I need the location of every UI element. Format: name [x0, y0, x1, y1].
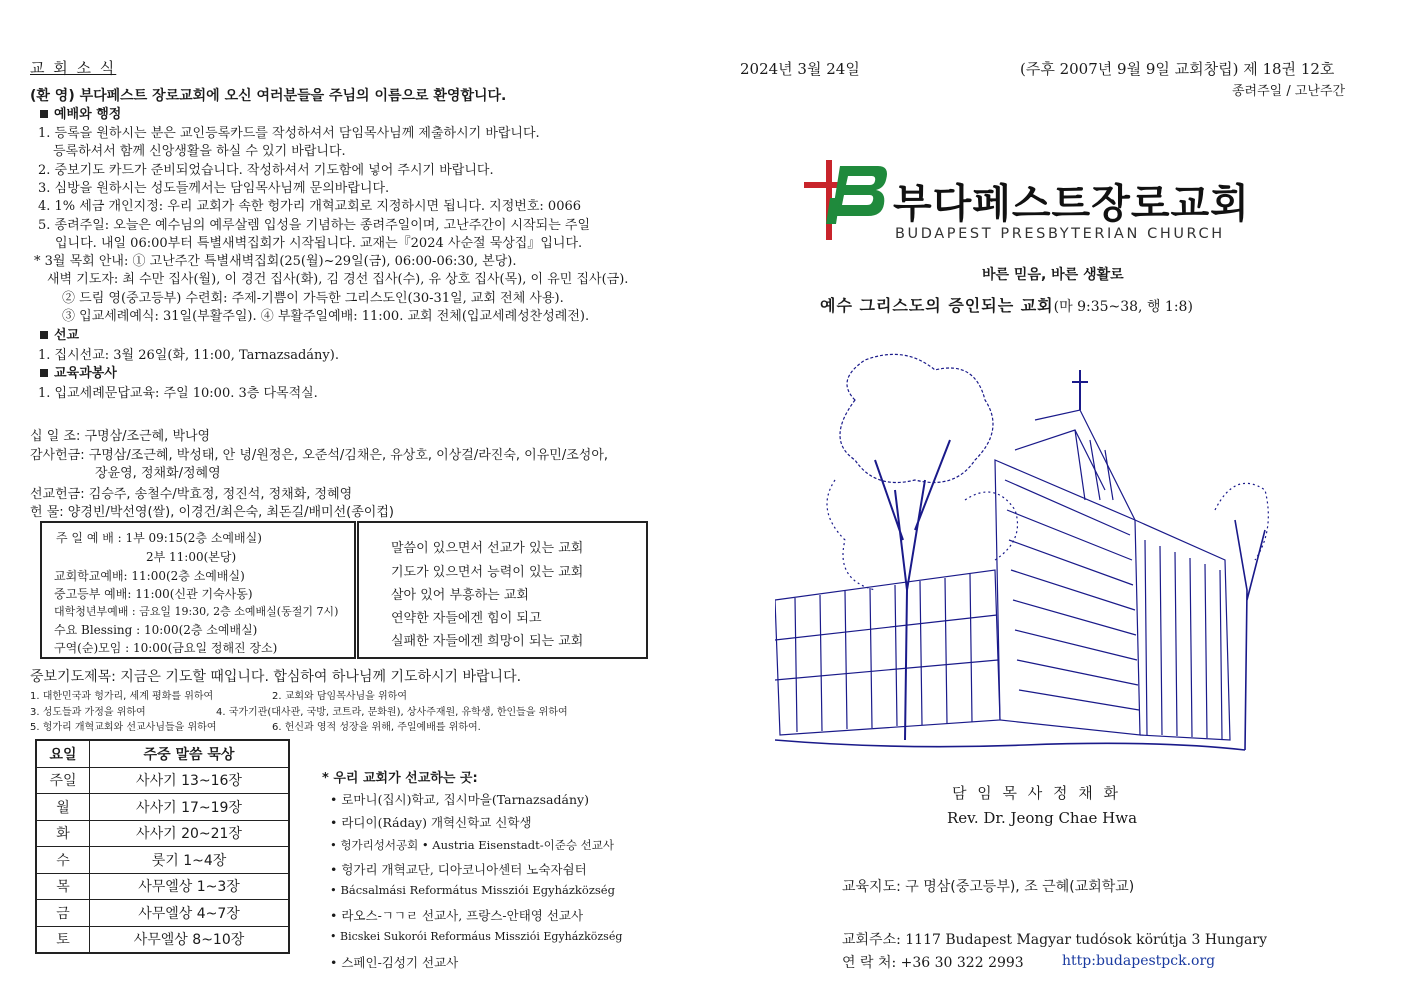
- weekly-reading-table: [35, 739, 290, 954]
- day-cell: 토: [36, 926, 90, 953]
- table-row: [36, 873, 289, 900]
- website-link[interactable]: http:budapestpck.org: [1062, 953, 1216, 969]
- table-row: [36, 847, 289, 874]
- day-cell: 수: [36, 847, 90, 874]
- motto-line-1: 말씀이 있으면서 선교가 있는 교회: [391, 541, 584, 556]
- march-notice-c: ② 드림 영(중고등부) 수련회: 주제-기쁨이 가득한 그리스도인(30-31일, 교회 전체 사용).: [62, 291, 564, 306]
- reading-cell: 사무엘상 8~10장: [90, 926, 290, 953]
- liturgical-day: 종려주일 / 고난주간: [1232, 84, 1346, 99]
- notice-4: 4. 1% 세금 개인지정: 우리 교회가 속한 헝가리 개혁교회로 지정하시면 됩니다. 지정번호: 0066: [38, 199, 582, 214]
- mission-item: • 헝가리 개혁교단, 디아코니아센터 노숙자쉼터: [330, 862, 587, 877]
- contact-phone: 연 락 처: +36 30 322 2993: [842, 955, 1024, 971]
- day-cell: 주일: [36, 767, 90, 794]
- reading-cell: 사사기 17~19장: [90, 794, 290, 821]
- section-mission: 선교: [36, 324, 79, 343]
- vision-reference: (마 9:35~38, 행 1:8): [1053, 299, 1193, 315]
- news-heading: 교 회 소 식: [30, 59, 117, 77]
- thanks-offering-b: 장윤영, 정채화/정혜영: [95, 466, 221, 481]
- motto-line-2: 기도가 있으면서 능력이 있는 교회: [391, 565, 584, 580]
- table-header-reading: 주중 말씀 묵상: [90, 740, 290, 767]
- mission-item: • 라디이(Ráday) 개혁신학교 신학생: [330, 815, 532, 830]
- motto-line-4: 연약한 자들에겐 힘이 되고: [391, 611, 542, 626]
- pastor-name-korean: 담 임 목 사 정 채 화: [952, 784, 1122, 802]
- vision-main: 예수 그리스도의 증인되는 교회: [820, 296, 1054, 315]
- motto-line-5: 실패한 자들에겐 희망이 되는 교회: [391, 634, 584, 649]
- worship-line-6: 수요 Blessing : 10:00(2층 소예배실): [54, 623, 258, 637]
- mission-item: • 라오스-ㄱㄱㄹ 선교사, 프랑스-안태영 선교사: [330, 908, 584, 923]
- notice-5b: 입니다. 내일 06:00부터 특별새벽집회가 시작됩니다. 교재는『2024 사순절 묵상집』입니다.: [55, 236, 583, 251]
- mission-item: • 스페인-김성기 선교사: [330, 955, 459, 970]
- vision-statement: [820, 293, 1193, 316]
- section-worship-admin: 예배와 행정: [36, 103, 121, 122]
- table-row: [36, 820, 289, 847]
- day-cell: 금: [36, 900, 90, 927]
- goods-offering: 헌 물: 양경빈/박선영(쌀), 이경건/최은숙, 최돈길/배미선(종이컵): [30, 505, 394, 520]
- mission-offering: 선교헌금: 김승주, 송철수/박효정, 정진석, 정채화, 정혜영: [30, 487, 353, 502]
- table-header-day: 요일: [36, 740, 90, 767]
- welcome-text: (환 영) 부다페스트 장로교회에 오신 여러분들을 주님의 이름으로 환영합니다.: [30, 88, 507, 104]
- table-row: [36, 794, 289, 821]
- worship-schedule-box: [40, 521, 356, 659]
- slogan: 바른 믿음, 바른 생활로: [982, 267, 1124, 283]
- notice-2: 2. 중보기도 카드가 준비되었습니다. 작성하셔서 기도함에 넣어 주시기 바랍니다.: [38, 163, 494, 178]
- church-name-korean: 부다페스트장로교회: [893, 181, 1250, 227]
- mission-item: • Bácsalmási Református Missziói Egyházközség: [330, 883, 615, 897]
- education-directors: 교육지도: 구 명삼(중고등부), 조 근혜(교회학교): [842, 879, 1135, 895]
- prayer-item-3: 3. 성도들과 가정을 위하여: [30, 707, 146, 718]
- reading-cell: 사사기 20~21장: [90, 820, 290, 847]
- table-row: [36, 926, 289, 953]
- prayer-item-5: 5. 헝가리 개혁교회와 선교사님들을 위하여: [30, 722, 217, 733]
- notice-3: 3. 심방을 원하시는 성도들께서는 담임목사님께 문의바랍니다.: [38, 181, 390, 196]
- worship-line-2: 2부 11:00(본당): [146, 550, 237, 564]
- prayer-item-4: 4. 국가기관(대사관, 국방, 코트라, 문화원), 상사주재원, 유학생, 한인들을 위하여: [216, 707, 568, 718]
- church-address: 교회주소: 1117 Budapest Magyar tudósok körútja 3 Hungary: [842, 932, 1267, 948]
- worship-line-4: 중고등부 예배: 11:00(신관 기숙사동): [54, 587, 253, 601]
- prayer-item-1: 1. 대한민국과 헝가리, 세계 평화를 위하여: [30, 691, 214, 702]
- reading-cell: 룻기 1~4장: [90, 847, 290, 874]
- mission-item: • Bicskei Sukorói Reformáus Missziói Egyházközség: [330, 930, 623, 943]
- missions-title: * 우리 교회가 선교하는 곳:: [322, 771, 478, 786]
- mission-item: • 로마니(집시)학교, 집시마을(Tarnazsadány): [330, 792, 589, 807]
- march-notice-d: ③ 입교세례예식: 31일(부활주일). ④ 부활주일예배: 11:00. 교회 전체(입교세례성찬성례전).: [62, 309, 590, 324]
- worship-line-5: 대학청년부예배 : 금요일 19:30, 2층 소예배실(동절기 7시): [54, 605, 339, 618]
- reading-cell: 사무엘상 4~7장: [90, 900, 290, 927]
- table-row: [36, 900, 289, 927]
- bulletin-date: 2024년 3월 24일: [740, 60, 860, 78]
- march-notice-b: 새벽 기도자: 최 수만 집사(월), 이 경건 집사(화), 김 경선 집사(수), 유 상호 집사(목), 이 유민 집사(금).: [47, 272, 629, 287]
- founding-volume: (주후 2007년 9월 9일 교회창립) 제 18권 12호: [1020, 60, 1335, 78]
- notice-1b: 등록하셔서 함께 신앙생활을 하실 수 있기 바랍니다.: [53, 144, 346, 159]
- section-education: 교육과봉사: [36, 362, 117, 381]
- pastor-name-english: Rev. Dr. Jeong Chae Hwa: [947, 809, 1138, 827]
- mission-notice-1: 1. 집시선교: 3월 26일(화, 11:00, Tarnazsadány).: [38, 348, 339, 363]
- worship-line-7: 구역(순)모임 : 10:00(금요일 정해진 장소): [54, 641, 278, 655]
- notice-1a: 1. 등록을 원하시는 분은 교인등록카드를 작성하셔서 담임목사님께 제출하시기 바랍니다.: [38, 126, 540, 141]
- church-building-illustration: [775, 340, 1275, 760]
- march-notice-a: * 3월 목회 안내: ① 고난주간 특별새벽집회(25(월)~29일(금), 06:00-06:30, 본당).: [34, 254, 517, 269]
- table-row: [36, 767, 289, 794]
- prayer-item-6: 6. 헌신과 영적 성장을 위해, 주일예배를 위하여.: [272, 722, 481, 733]
- day-cell: 목: [36, 873, 90, 900]
- motto-line-3: 살아 있어 부흥하는 교회: [391, 588, 529, 603]
- day-cell: 화: [36, 820, 90, 847]
- reading-cell: 사무엘상 1~3장: [90, 873, 290, 900]
- prayer-item-2: 2. 교회와 담임목사님을 위하여: [272, 691, 407, 702]
- worship-line-3: 교회학교예배: 11:00(2층 소예배실): [54, 569, 245, 583]
- worship-line-1: 주 일 예 배 : 1부 09:15(2층 소예배실): [56, 531, 262, 545]
- day-cell: 월: [36, 794, 90, 821]
- reading-cell: 사사기 13~16장: [90, 767, 290, 794]
- mission-item: • 헝가리성서공회 • Austria Eisenstadt-이준승 선교사: [330, 838, 614, 852]
- notice-5a: 5. 종려주일: 오늘은 예수님의 예루살렘 입성을 기념하는 종려주일이며, 고난주간이 시작되는 주일: [38, 218, 591, 233]
- education-notice-1: 1. 입교세례문답교육: 주일 10:00. 3층 다목적실.: [38, 386, 318, 401]
- church-name-english: BUDAPEST PRESBYTERIAN CHURCH: [895, 226, 1225, 242]
- prayer-title: 중보기도제목: 지금은 기도할 때입니다. 합심하여 하나님께 기도하시기 바랍니다.: [30, 669, 522, 685]
- tithe-list: 십 일 조: 구명삼/조근혜, 박나영: [30, 429, 211, 444]
- church-motto-box: [357, 521, 648, 659]
- church-logo-icon: [800, 158, 892, 242]
- thanks-offering-a: 감사헌금: 구명삼/조근혜, 박성태, 안 녕/원정은, 오준석/김채은, 유상호, 이상걸/라진숙, 이유민/조성아,: [30, 448, 609, 463]
